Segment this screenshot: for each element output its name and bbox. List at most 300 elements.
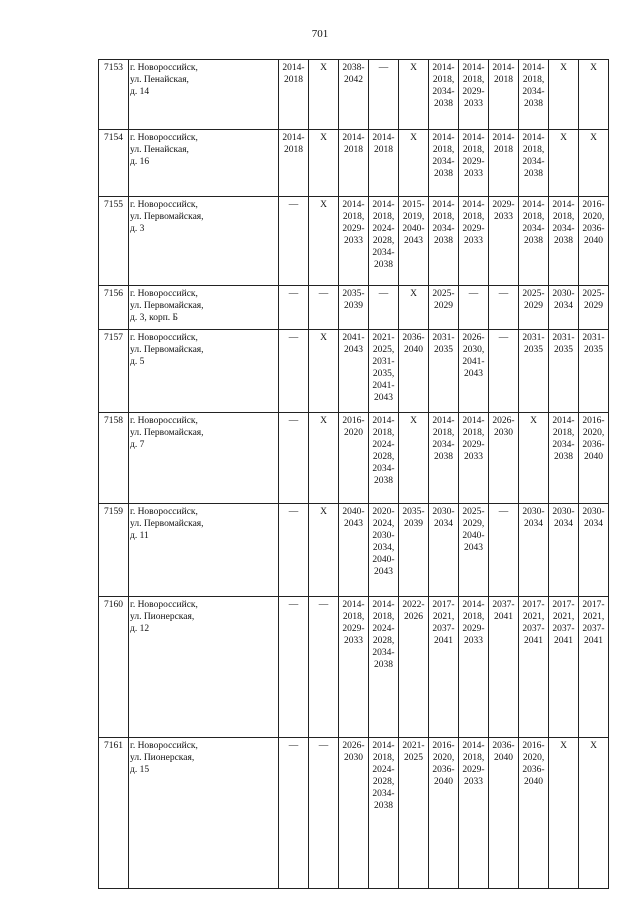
period-cell [429, 597, 459, 738]
period-cell [399, 286, 429, 330]
period-line: 2034- [372, 648, 395, 658]
period-line: 2033 [344, 236, 363, 246]
period-line: 2018 [494, 145, 513, 155]
period-line: 2034- [552, 440, 575, 450]
period-line: 2018, [462, 612, 485, 622]
period-line: 2028, [372, 452, 395, 462]
period-line: 2017- [552, 600, 575, 610]
period-line: 2021, [432, 612, 455, 622]
period-line: 2026 [404, 612, 423, 622]
period-line: 2018, [462, 75, 485, 85]
address-line: ул. Первомайская, [130, 212, 204, 222]
period-cell [399, 413, 429, 504]
period-line: — [378, 289, 389, 299]
period-line: 2033 [494, 212, 513, 222]
period-line: 2031- [432, 333, 455, 343]
period-line: 2014- [522, 200, 545, 210]
period-line: 2038 [524, 99, 543, 109]
period-line: — [318, 741, 329, 751]
period-line: 2034- [522, 157, 545, 167]
period-cell [309, 130, 339, 197]
period-line: 2018 [284, 145, 303, 155]
period-line: 2014- [432, 416, 455, 426]
period-line: 2014- [462, 416, 485, 426]
period-line: 2018 [344, 145, 363, 155]
period-line: 2040- [342, 507, 365, 517]
period-line: X [320, 333, 327, 343]
period-cell [339, 597, 369, 738]
period-line: 2036- [582, 440, 605, 450]
address-line: д. 5 [130, 357, 145, 367]
period-line: X [560, 133, 567, 143]
period-line: 2043 [404, 236, 423, 246]
table-body [99, 60, 609, 889]
period-line: 2039 [404, 519, 423, 529]
period-line: 2019, [402, 212, 425, 222]
period-line: 2041 [584, 636, 603, 646]
period-line: 2021- [402, 741, 425, 751]
period-line: 2014- [372, 741, 395, 751]
period-cell [399, 597, 429, 738]
period-line: X [410, 63, 417, 73]
period-line: 2034- [372, 789, 395, 799]
period-line: 2020, [432, 753, 455, 763]
period-cell [429, 286, 459, 330]
period-line: 2014- [342, 600, 365, 610]
row-number: 7158 [99, 413, 129, 504]
period-line: 2017- [432, 600, 455, 610]
period-line: — [288, 289, 299, 299]
period-cell [489, 330, 519, 413]
period-cell [369, 597, 399, 738]
period-line: X [590, 63, 597, 73]
table-row [99, 60, 609, 130]
table-row [99, 330, 609, 413]
period-line: 2025 [404, 753, 423, 763]
address-line: г. Новороссийск, [130, 63, 198, 73]
period-cell [489, 60, 519, 130]
period-line: 2030 [344, 753, 363, 763]
period-line: 2034- [432, 224, 455, 234]
period-line: 2017- [522, 600, 545, 610]
period-cell [489, 413, 519, 504]
period-line: 2014- [552, 200, 575, 210]
period-cell [309, 597, 339, 738]
period-line: 2033 [464, 99, 483, 109]
period-line: 2026- [492, 416, 515, 426]
address-cell [129, 738, 279, 889]
address-cell [129, 286, 279, 330]
address-line: г. Новороссийск, [130, 289, 198, 299]
period-line: 2030, [462, 345, 485, 355]
period-cell [279, 330, 309, 413]
address-line: г. Новороссийск, [130, 333, 198, 343]
period-cell [549, 413, 579, 504]
period-line: 2014- [282, 133, 305, 143]
period-line: 2041 [524, 636, 543, 646]
period-line: 2016- [432, 741, 455, 751]
period-line: 2040- [402, 224, 425, 234]
period-line: 2028, [372, 636, 395, 646]
period-cell [399, 738, 429, 889]
period-line: 2038 [434, 452, 453, 462]
period-line: X [320, 416, 327, 426]
period-cell [399, 130, 429, 197]
period-cell [489, 504, 519, 597]
address-line: д. 14 [130, 87, 150, 97]
address-cell [129, 60, 279, 130]
period-line: 2014- [342, 133, 365, 143]
period-cell [549, 597, 579, 738]
period-cell [579, 504, 609, 597]
address-line: д. 3 [130, 224, 145, 234]
period-cell [369, 60, 399, 130]
period-line: 2038 [374, 476, 393, 486]
period-line: 2020 [344, 428, 363, 438]
table-row [99, 504, 609, 597]
period-cell [309, 738, 339, 889]
period-cell [459, 197, 489, 286]
address-cell [129, 197, 279, 286]
address-line: ул. Пенайская, [130, 75, 189, 85]
period-cell [429, 197, 459, 286]
period-cell [369, 413, 399, 504]
address-cell [129, 597, 279, 738]
period-line: 2018, [372, 212, 395, 222]
period-line: 2015- [402, 200, 425, 210]
period-line: 2040 [584, 452, 603, 462]
period-line: 2033 [464, 452, 483, 462]
period-cell [429, 60, 459, 130]
period-line: 2038 [374, 260, 393, 270]
period-line: 2021, [582, 612, 605, 622]
period-line: 2029- [462, 224, 485, 234]
period-cell [489, 286, 519, 330]
period-cell [489, 130, 519, 197]
period-line: 2029- [462, 157, 485, 167]
period-cell [489, 197, 519, 286]
period-line: 2038 [554, 236, 573, 246]
period-line: 2020- [372, 507, 395, 517]
period-line: 2021- [372, 333, 395, 343]
period-cell [519, 286, 549, 330]
period-cell [399, 330, 429, 413]
period-line: 2014- [492, 133, 515, 143]
period-line: 2014- [462, 200, 485, 210]
period-line: — [498, 333, 509, 343]
period-line: 2037- [492, 600, 515, 610]
period-line: 2035 [584, 345, 603, 355]
period-line: 2018, [552, 428, 575, 438]
period-line: 2026- [342, 741, 365, 751]
period-line: 2034 [584, 519, 603, 529]
period-cell [519, 738, 549, 889]
period-line: 2024- [372, 440, 395, 450]
period-line: 2040 [524, 777, 543, 787]
period-line: 2035 [524, 345, 543, 355]
period-cell [369, 738, 399, 889]
address-line: г. Новороссийск, [130, 600, 198, 610]
period-line: 2041- [462, 357, 485, 367]
period-line: 2025- [582, 289, 605, 299]
period-line: 2029- [342, 624, 365, 634]
period-cell [339, 130, 369, 197]
row-number: 7157 [99, 330, 129, 413]
period-line: — [288, 200, 299, 210]
period-cell [519, 413, 549, 504]
period-cell [369, 197, 399, 286]
period-line: 2024- [372, 765, 395, 775]
period-cell [579, 413, 609, 504]
period-cell [279, 286, 309, 330]
period-line: 2018, [432, 428, 455, 438]
address-line: г. Новороссийск, [130, 200, 198, 210]
period-cell [549, 130, 579, 197]
period-line: 2014- [342, 200, 365, 210]
period-line: 2031- [522, 333, 545, 343]
period-line: 2029 [434, 301, 453, 311]
period-cell [339, 197, 369, 286]
period-cell [279, 413, 309, 504]
period-line: 2036- [522, 765, 545, 775]
row-number: 7155 [99, 197, 129, 286]
period-line: 2028, [372, 236, 395, 246]
period-line: 2040- [372, 555, 395, 565]
period-line: 2040 [584, 236, 603, 246]
period-cell [309, 286, 339, 330]
period-line: 2043 [464, 369, 483, 379]
period-line: 2036- [432, 765, 455, 775]
period-line: 2034- [432, 440, 455, 450]
period-line: 2031- [582, 333, 605, 343]
period-line: X [410, 133, 417, 143]
period-cell [339, 286, 369, 330]
period-line: 2034 [434, 519, 453, 529]
period-line: X [590, 133, 597, 143]
period-line: 2043 [344, 345, 363, 355]
period-line: 2034- [522, 87, 545, 97]
period-cell [429, 330, 459, 413]
address-line: ул. Первомайская, [130, 345, 204, 355]
address-line: ул. Пионерская, [130, 612, 195, 622]
period-cell [399, 60, 429, 130]
period-cell [579, 286, 609, 330]
period-line: 2034- [522, 224, 545, 234]
period-cell [429, 413, 459, 504]
period-line: 2018 [374, 145, 393, 155]
table-row [99, 413, 609, 504]
period-line: 2018 [494, 75, 513, 85]
period-cell [309, 197, 339, 286]
period-cell [309, 60, 339, 130]
period-cell [549, 286, 579, 330]
period-cell [459, 286, 489, 330]
period-line: 2018, [522, 145, 545, 155]
address-line: д. 11 [130, 531, 149, 541]
period-line: 2014- [462, 600, 485, 610]
period-line: 2014- [372, 416, 395, 426]
period-line: 2026- [462, 333, 485, 343]
period-line: 2033 [344, 636, 363, 646]
period-line: 2030 [494, 428, 513, 438]
period-cell [279, 197, 309, 286]
period-line: 2018, [522, 75, 545, 85]
period-line: 2029- [462, 624, 485, 634]
period-line: 2016- [522, 741, 545, 751]
period-cell [579, 60, 609, 130]
period-line: X [320, 200, 327, 210]
period-line: 2014- [552, 416, 575, 426]
period-cell [579, 738, 609, 889]
period-line: 2029- [342, 224, 365, 234]
period-line: 2014- [522, 133, 545, 143]
period-cell [459, 413, 489, 504]
period-line: — [288, 333, 299, 343]
period-line: 2036- [402, 333, 425, 343]
period-line: 2043 [374, 567, 393, 577]
period-line: 2014- [282, 63, 305, 73]
period-line: 2016- [582, 416, 605, 426]
period-line: 2038 [434, 236, 453, 246]
period-line: 2018, [372, 428, 395, 438]
period-line: 2018, [432, 212, 455, 222]
address-line: г. Новороссийск, [130, 507, 198, 517]
table-row [99, 197, 609, 286]
period-line: 2038- [342, 63, 365, 73]
period-cell [339, 738, 369, 889]
period-line: 2037- [552, 624, 575, 634]
row-number: 7156 [99, 286, 129, 330]
address-line: ул. Пенайская, [130, 145, 189, 155]
period-line: X [410, 416, 417, 426]
period-line: 2018, [552, 212, 575, 222]
period-line: 2041- [342, 333, 365, 343]
period-line: 2034, [372, 543, 395, 553]
table-row [99, 130, 609, 197]
period-cell [429, 738, 459, 889]
period-line: 2020, [582, 212, 605, 222]
period-line: X [560, 63, 567, 73]
period-cell [549, 738, 579, 889]
period-line: 2018, [342, 612, 365, 622]
period-line: 2037- [582, 624, 605, 634]
period-cell [339, 413, 369, 504]
period-line: 2035- [342, 289, 365, 299]
period-line: 2021, [522, 612, 545, 622]
address-line: д. 3, корп. Б [130, 313, 179, 323]
period-cell [459, 330, 489, 413]
period-cell [489, 597, 519, 738]
period-line: 2040 [494, 753, 513, 763]
period-line: 2035, [372, 369, 395, 379]
address-line: г. Новороссийск, [130, 416, 198, 426]
period-line: 2018, [462, 212, 485, 222]
period-cell [489, 738, 519, 889]
period-line: 2034 [554, 519, 573, 529]
period-line: X [320, 133, 327, 143]
period-cell [399, 504, 429, 597]
period-line: 2041 [494, 612, 513, 622]
period-line: X [530, 416, 537, 426]
period-line: 2038 [374, 801, 393, 811]
period-line: — [288, 507, 299, 517]
period-line: 2018, [462, 428, 485, 438]
period-line: 2014- [462, 63, 485, 73]
period-line: 2033 [464, 636, 483, 646]
period-line: X [410, 289, 417, 299]
period-line: 2029- [462, 440, 485, 450]
period-line: 2030- [552, 507, 575, 517]
period-line: — [288, 416, 299, 426]
address-line: д. 7 [130, 440, 145, 450]
period-line: 2034- [372, 464, 395, 474]
period-line: X [320, 507, 327, 517]
period-cell [279, 130, 309, 197]
address-line: д. 15 [130, 765, 150, 775]
period-line: 2014- [522, 63, 545, 73]
period-cell [519, 60, 549, 130]
page-number: 701 [311, 28, 329, 40]
period-line: 2043 [464, 543, 483, 553]
table-row [99, 597, 609, 738]
period-line: 2024- [372, 224, 395, 234]
period-line: 2029- [462, 765, 485, 775]
period-line: 2025- [432, 289, 455, 299]
period-line: — [498, 289, 509, 299]
period-cell [459, 130, 489, 197]
period-line: 2018, [342, 212, 365, 222]
row-number: 7154 [99, 130, 129, 197]
period-line: 2043 [344, 519, 363, 529]
address-line: г. Новороссийск, [130, 133, 198, 143]
period-line: X [320, 63, 327, 73]
period-line: 2042 [344, 75, 363, 85]
period-line: 2029 [524, 301, 543, 311]
period-line: 2014- [372, 133, 395, 143]
period-cell [549, 330, 579, 413]
period-cell [309, 504, 339, 597]
period-line: 2041 [554, 636, 573, 646]
period-cell [519, 130, 549, 197]
period-line: 2029, [462, 519, 485, 529]
period-cell [579, 330, 609, 413]
address-line: д. 16 [130, 157, 150, 167]
period-cell [429, 130, 459, 197]
period-line: 2038 [434, 169, 453, 179]
period-line: 2016- [342, 416, 365, 426]
address-line: г. Новороссийск, [130, 741, 198, 751]
period-line: 2040 [404, 345, 423, 355]
period-line: 2035- [402, 507, 425, 517]
period-line: 2034- [372, 248, 395, 258]
period-line: 2041- [372, 381, 395, 391]
period-cell [339, 60, 369, 130]
period-line: 2014- [492, 63, 515, 73]
period-line: 2035 [434, 345, 453, 355]
period-line: 2034- [432, 87, 455, 97]
period-cell [579, 130, 609, 197]
period-line: — [498, 507, 509, 517]
period-cell [339, 330, 369, 413]
period-line: 2034- [552, 224, 575, 234]
period-line: 2041 [434, 636, 453, 646]
period-cell [279, 504, 309, 597]
period-line: 2018, [522, 212, 545, 222]
period-line: — [318, 600, 329, 610]
period-line: 2040 [434, 777, 453, 787]
period-line: 2018 [284, 75, 303, 85]
row-number: 7160 [99, 597, 129, 738]
